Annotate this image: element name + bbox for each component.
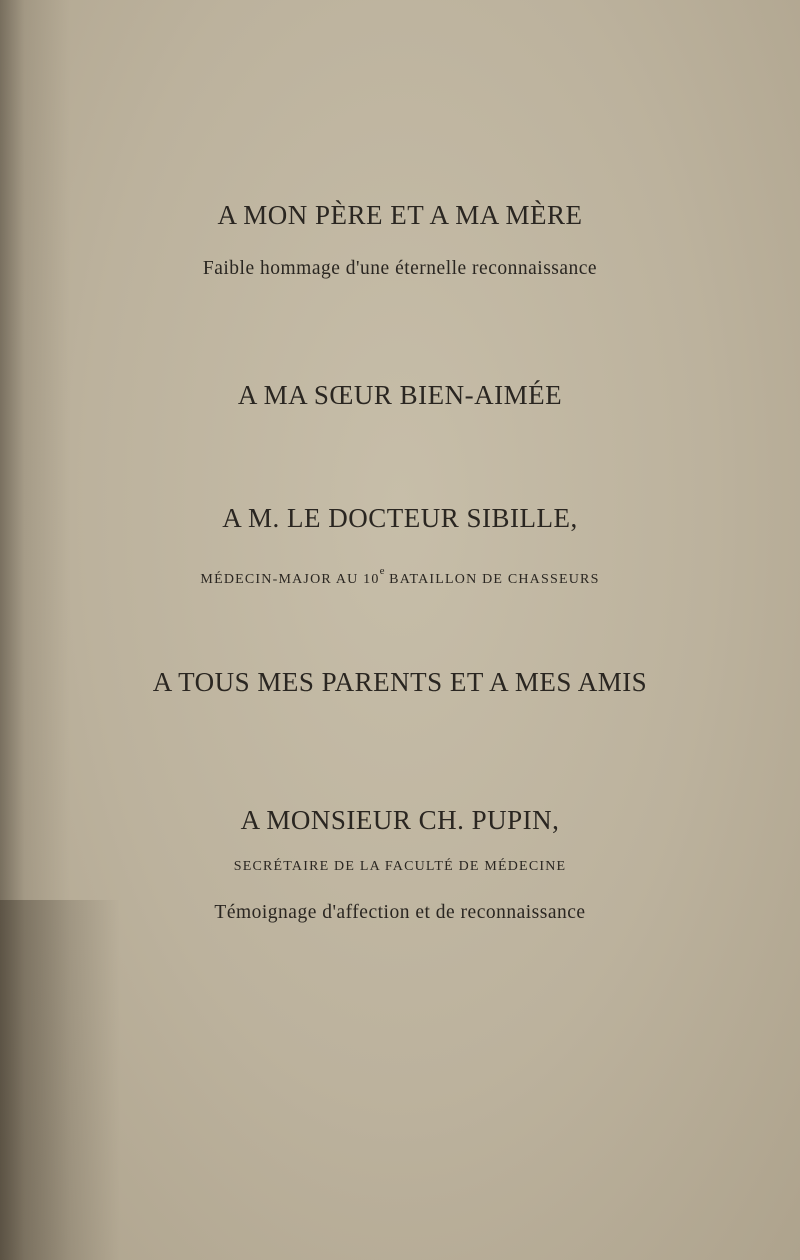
dedication-secretary-closing: Témoignage d'affection et de reconnaissance xyxy=(214,902,586,923)
dedication-doctor-subtitle: MÉDECIN-MAJOR AU 10e BATAILLON DE CHASSEURS xyxy=(200,565,600,587)
dedication-family-friends-heading: A TOUS MES PARENTS ET A MES AMIS xyxy=(152,667,648,697)
dedication-parents-heading: A MON PÈRE ET A MA MÈRE xyxy=(217,200,583,230)
dedication-secretary-heading: A MONSIEUR CH. PUPIN, xyxy=(240,805,560,835)
dedication-secretary-subtitle: SECRÉTAIRE DE LA FACULTÉ DE MÉDECINE xyxy=(233,859,567,874)
dedication-parents-subtitle: Faible hommage d'une éternelle reconnaissance xyxy=(202,258,598,279)
worn-paper-corner xyxy=(0,900,120,1260)
dedication-sister-heading: A MA SŒUR BIEN-AIMÉE xyxy=(237,380,563,410)
dedication-doctor-heading: A M. LE DOCTEUR SIBILLE, xyxy=(222,503,578,533)
